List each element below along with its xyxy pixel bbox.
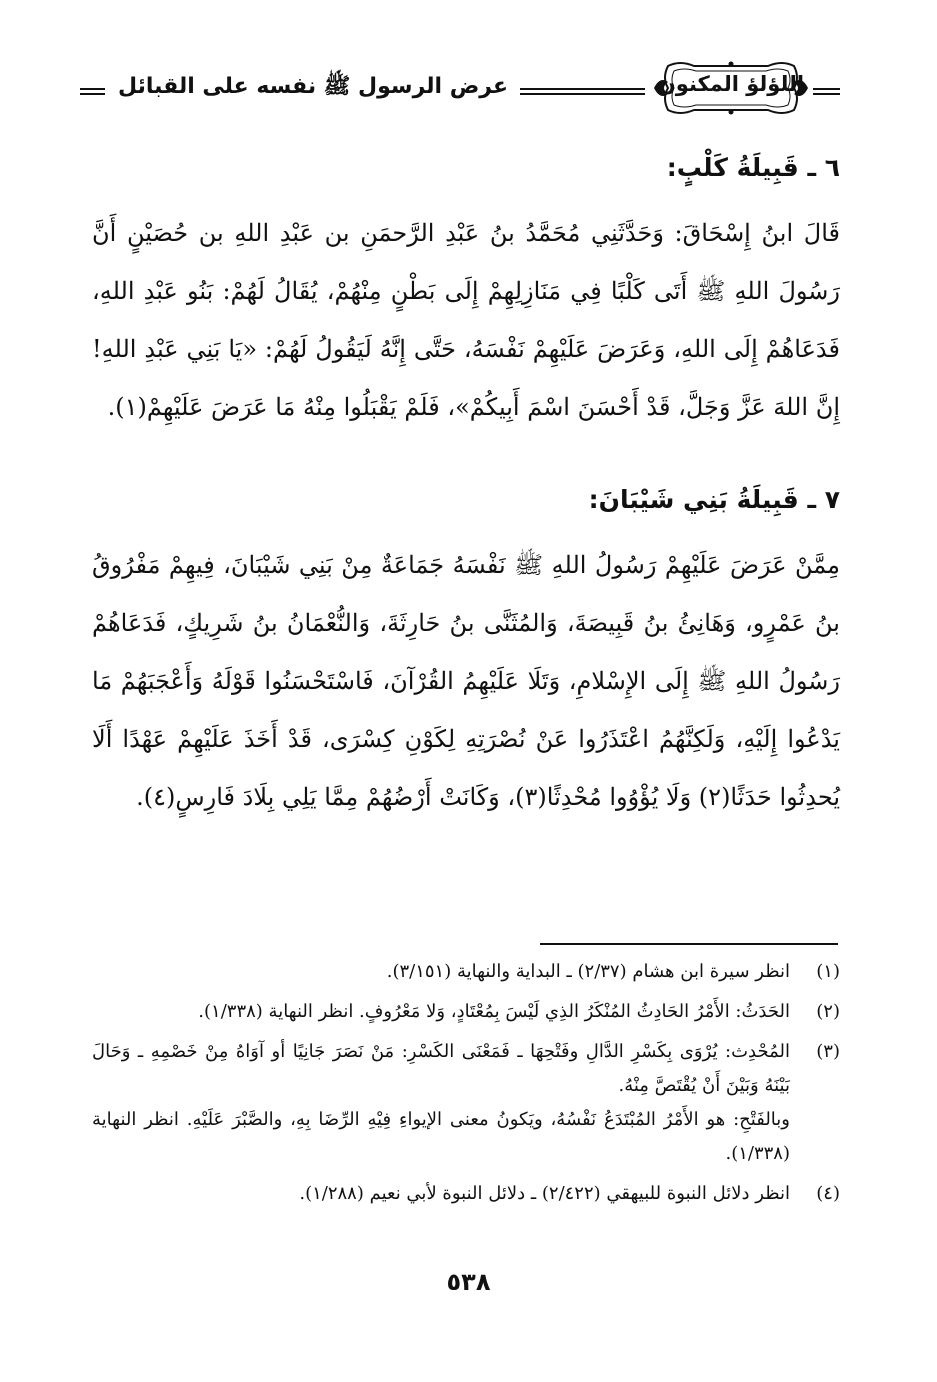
running-header [80, 58, 840, 122]
book-title-cartouche [650, 58, 812, 118]
footnote [92, 1035, 840, 1171]
footnote-number: (٣) [816, 1041, 840, 1062]
main-text [92, 130, 840, 884]
header-rule-middle [520, 88, 645, 95]
footnote-text: انظر سيرة ابن هشام (٢/٣٧) ـ البداية والنهاية (٣/١٥١). [386, 961, 790, 982]
footnote-number: (١) [816, 961, 840, 982]
footnote-text: انظر دلائل النبوة للبيهقي (٢/٤٢٢) ـ دلائل النبوة لأبي نعيم (١/٢٨٨). [299, 1183, 790, 1204]
footnote [92, 1177, 840, 1211]
section-paragraph-6: قَالَ ابنُ إِسْحَاقَ: وَحَدَّثَنِي مُحَمَّدُ بنُ عَبْدِ الرَّحمَنِ بن عَبْدِ اللهِ بن حُصَيْنٍ أَنَّ رَسُولَ اللهِ ﷺ أَتَى كَلْبًا فِي مَنَازِلِهِمْ إِلَى بَطْنٍ مِنْهُمْ، يُقَالُ لَهُمْ: بَنُو عَبْدِ اللهِ، فَدَعَاهُمْ إِلَى اللهِ، وَعَرَضَ عَلَيْهِمْ نَفْسَهُ، حَتَّى إِنَّهُ لَيَقُولُ لَهُمْ: «يَا بَنِي عَبْدِ اللهِ! إِنَّ اللهَ عَزَّ وَجَلَّ، قَدْ أَحْسَنَ اسْمَ أَبِيكُمْ»، فَلَمْ يَقْبَلُوا مِنْهُ مَا عَرَضَ عَلَيْهِمْ(١). [92, 219, 840, 421]
header-rule-left [80, 88, 105, 95]
footnote-number: (٤) [816, 1183, 840, 1204]
chapter-title: عرض الرسول ﷺ نفسه على القبائل [117, 74, 509, 99]
section-heading-6: ٦ ـ قَبِيلَةُ كَلْبٍ: [666, 153, 840, 182]
footnote [92, 955, 840, 989]
footnote-text: الحَدَثُ: الأَمْرُ الحَادِثُ المُنْكَرُ الذِي لَيْسَ بِمُعْتَادٍ، وَلا مَعْرُوفٍ. انظر النهاية (١/٣٣٨). [198, 1001, 790, 1022]
page-number: ٥٣٨ [446, 1268, 491, 1296]
section-paragraph-7: مِمَّنْ عَرَضَ عَلَيْهِمْ رَسُولُ اللهِ ﷺ نَفْسَهُ جَمَاعَةٌ مِنْ بَنِي شَيْبَانَ، فِيهِمْ مَفْرُوقُ بنُ عَمْرٍو، وَهَانِئُ بنُ قَبِيصَةَ، وَالمُثَنَّى بنُ حَارِثَةَ، وَالنُّعْمَانُ بنُ شَرِيكٍ، فَدَعَاهُمْ رَسُولُ اللهِ ﷺ إِلَى الإِسْلامِ، وَتَلَا عَلَيْهِمُ القُرْآنَ، فَاسْتَحْسَنُوا قَوْلَهُ وَأَعْجَبَهُمْ مَا يَدْعُوا إِلَيْهِ، وَلَكِنَّهُمُ اعْتَذَرُوا عَنْ نُصْرَتِهِ لِكَوْنِ كِسْرَى، قَدْ أَخَذَ عَلَيْهِمْ عَهْدًا أَلَا يُحدِثُوا حَدَثًا(٢) وَلَا يُؤْوُوا مُحْدِثًا(٣)، وَكَانَتْ أَرْضُهُمْ مِمَّا يَلِي بِلَادَ فَارِسٍ(٤). [92, 551, 841, 811]
footnote-text: المُحْدِث: يُرْوَى بِكَسْرِ الدَّالِ وفَتْحِهَا ـ فَمَعْنَى الكَسْرِ: مَنْ نَصَرَ جَانِيًا أو آوَاهُ مِنْ خَصْمِهِ ـ وَحَالَ بَيْنَهُ وَبَيْنَ أَنْ يُقْتَصَّ مِنْهُ. [92, 1041, 790, 1096]
footnote-separator [540, 943, 838, 945]
section-heading-7: ٧ ـ قَبِيلَةُ بَنِي شَيْبَانَ: [588, 485, 840, 514]
header-rule-right [813, 88, 840, 95]
footnotes [92, 955, 840, 1217]
footnote-continuation: وبالفَتْحِ: هو الأَمْرُ المُبْتَدَعُ نَفْسُهُ، ويَكونُ معنى الإيواءِ فِيْهِ الرِّضَا بِهِ، والصَّبْرَ عَلَيْهِ. انظر النهاية (١/٣٣٨). [92, 1109, 790, 1164]
footnote [92, 995, 840, 1029]
book-title: اللؤلؤ المكنون [657, 72, 805, 96]
footnote-number: (٢) [816, 1001, 840, 1022]
